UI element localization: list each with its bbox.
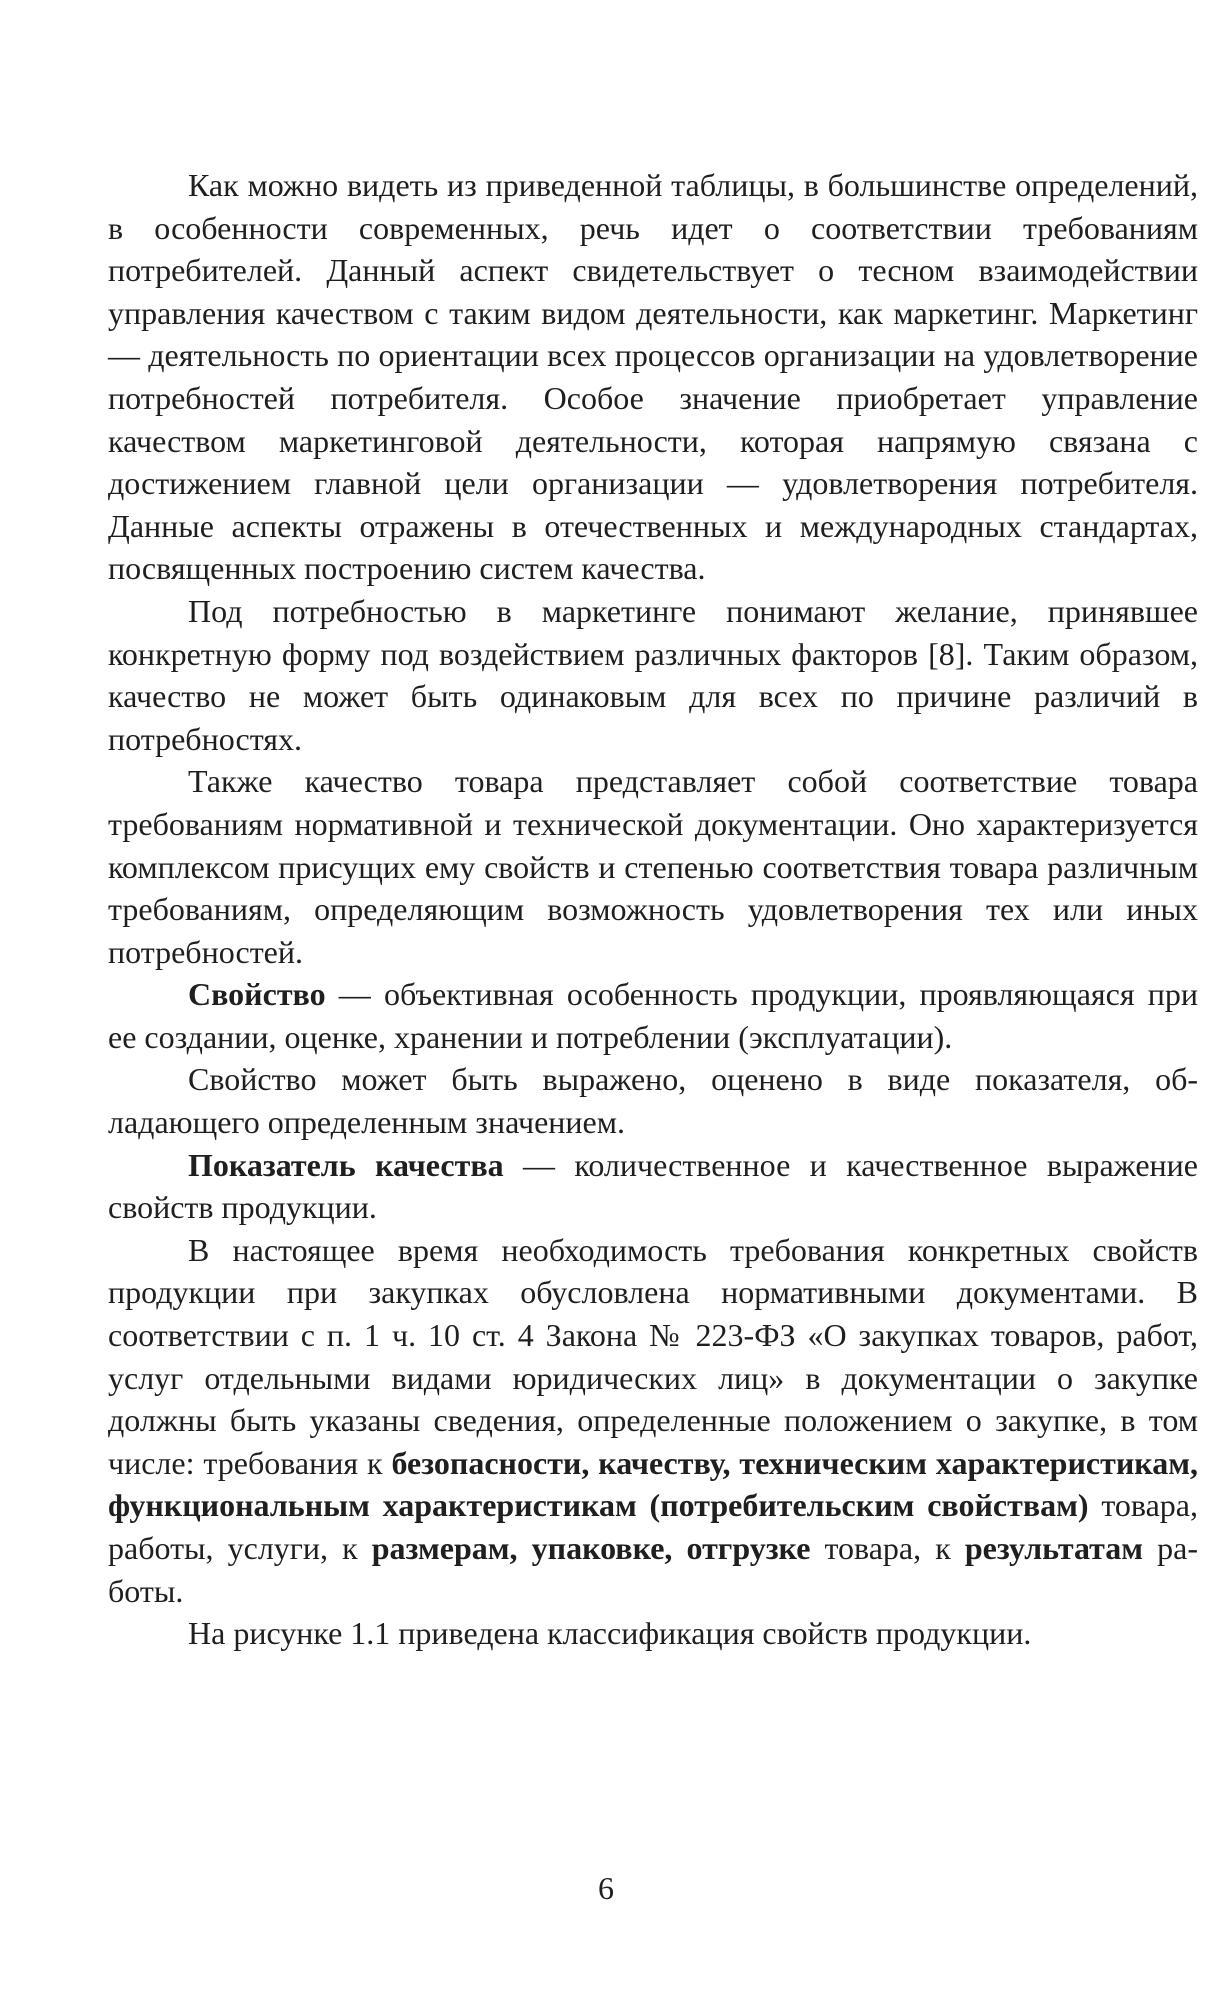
- text-run: Как можно видеть из приведенной таблицы, в большинстве определений, в особенности современных, речь идет о соответствии требованиям потребителей. Данный аспект свидетельствует о тесном взаимодействии управления качеством с таким видом деятельности, как маркетинг. Маркетинг — деятельность по ориентации всех процессов организации на удовлетворение потребностей потребителя. Особое значение приобретает управление качеством маркетинговой деятельности, которая напрямую связана с достижением главной цели организации — удовлетворения потребителя. Данные аспекты отражены в отечественных и международных стандартах, посвященных построению систем качества.: [108, 167, 1198, 587]
- bold-term: Свойство: [188, 976, 326, 1013]
- paragraph: [108, 973, 1198, 1058]
- paragraph: [108, 760, 1198, 973]
- paragraph: [108, 164, 1198, 590]
- text-run: — количественное и качественное выражение свойств продукции.: [108, 1146, 1199, 1226]
- paragraph: [108, 1612, 1198, 1655]
- page-body: [108, 164, 1198, 1655]
- bold-term: размерам, упаковке, отгрузке: [371, 1530, 811, 1566]
- page-number: 6: [598, 1870, 614, 1906]
- paragraph: [108, 1058, 1198, 1143]
- text-run: На рисунке 1.1 приведена классификация свойств продукции.: [188, 1615, 1032, 1652]
- bold-term: безопасности, качеству, техническим характеристикам, функциональным характеристикам (потребительским свойствам): [108, 1444, 1199, 1524]
- text-run: В настоящее время необходимость требования конкретных свойств продукции при закупках обусловлена нормативными документами. В соответствии с п. 1 ч. 10 ст. 4 Закона № 223-ФЗ «О закупках товаров, работ, услуг отдельными видами юридических лиц» в документации о закупке должны быть указаны сведения, определенные положением о закупке, в том числе: требования к: [108, 1231, 1198, 1481]
- paragraph: [108, 1144, 1198, 1229]
- paragraph: [108, 1229, 1198, 1612]
- text-run: товара, работы, услуги, к: [108, 1487, 1199, 1566]
- text-run: Под потребностью в маркетинге понимают желание, принявшее конкретную форму под воздействием различных факторов [8]. Таким образом, качество не может быть одинаковым для всех по причине различий в потребностях.: [108, 592, 1198, 757]
- paragraph: [108, 590, 1198, 760]
- text-run: работы.: [108, 1530, 1198, 1609]
- text-run: — объективная особенность продукции, проявляющаяся при ее создании, оценке, хранении и потреблении (эксплуатации).: [108, 976, 1198, 1055]
- bold-term: результатам: [964, 1530, 1144, 1566]
- bold-term: Показатель качества: [188, 1146, 504, 1183]
- text-run: товара, к: [810, 1530, 965, 1566]
- text-run: Также качество товара представляет собой соответствие товара требованиям нормативной и технической документации. Оно характеризуется комплексом присущих ему свойств и степенью соответствия товара различным требованиям, определяющим возможность удовлетворения тех или иных потребностей.: [108, 763, 1198, 970]
- text-run: Свойство может быть выражено, оценено в виде показателя, обладающего определенным значением.: [108, 1061, 1198, 1141]
